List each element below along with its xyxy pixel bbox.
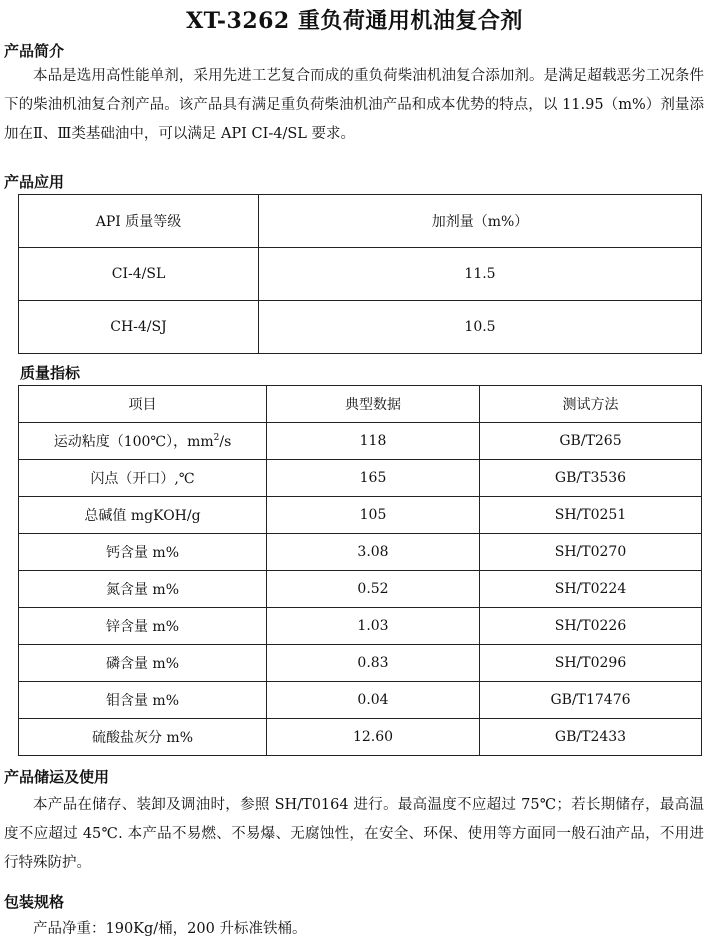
typical-value-cell: 118 [267, 423, 480, 460]
test-method-cell: SH/T0270 [480, 534, 702, 571]
header-dosage: 加剂量（m%） [259, 195, 702, 248]
table-header-row [19, 195, 702, 248]
dosage-cell: 11.5 [259, 248, 702, 301]
header-test-method: 测试方法 [480, 386, 702, 423]
intro-text: 本品是选用高性能单剂，采用先进工艺复合而成的重负荷柴油机油复合添加剂。是满足超载恶劣工况条件下的柴油机油复合剂产品。该产品具有满足重负荷柴油机油产品和成本优势的特点，以 11.95（m%）剂量添加在Ⅱ、Ⅲ类基础油中，可以满足 API CI-4/SL 要求。 [4, 68, 704, 142]
test-method-cell: GB/T265 [480, 423, 702, 460]
application-table [18, 194, 702, 354]
typical-value-cell: 0.83 [267, 645, 480, 682]
item-cell [19, 423, 267, 460]
api-grade-cell: CI-4/SL [19, 248, 259, 301]
packaging-heading: 包装规格 [4, 893, 65, 911]
storage-heading: 产品储运及使用 [4, 768, 110, 786]
table-row [19, 497, 702, 534]
document-title: XT-3262 重负荷通用机油复合剂 [186, 8, 523, 34]
item-label: 运动粘度（100℃），mm [53, 434, 214, 450]
item-cell [19, 460, 267, 497]
typical-value-cell: 165 [267, 460, 480, 497]
typical-value-cell: 0.04 [267, 682, 480, 719]
table-row [19, 301, 702, 354]
table-row [19, 248, 702, 301]
table-row [19, 645, 702, 682]
test-method-cell: SH/T0296 [480, 645, 702, 682]
application-heading: 产品应用 [4, 173, 65, 191]
item-label: 钙含量 m% [105, 545, 180, 561]
table-row [19, 571, 702, 608]
unit-suffix: /s [219, 434, 232, 450]
header-item: 项目 [19, 386, 267, 423]
table-header-row [19, 386, 702, 423]
quality-table [18, 385, 702, 756]
header-typical-value: 典型数据 [267, 386, 480, 423]
dosage-cell: 10.5 [259, 301, 702, 354]
typical-value-cell: 105 [267, 497, 480, 534]
test-method-cell: SH/T0224 [480, 571, 702, 608]
item-label: 总碱值 mgKOH/g [84, 508, 201, 524]
typical-value-cell: 3.08 [267, 534, 480, 571]
item-label: 磷含量 m% [105, 656, 180, 672]
api-grade-cell: CH-4/SJ [19, 301, 259, 354]
item-label: 闪点（开口）,℃ [90, 471, 195, 487]
quality-heading: 质量指标 [20, 364, 81, 382]
table-row [19, 719, 702, 756]
test-method-cell: SH/T0251 [480, 497, 702, 534]
table-row [19, 534, 702, 571]
table-row [19, 682, 702, 719]
intro-heading: 产品简介 [4, 42, 65, 60]
packaging-text: 产品净重：190Kg/桶，200 升标准铁桶。 [33, 921, 307, 937]
item-cell [19, 682, 267, 719]
test-method-cell: SH/T0226 [480, 608, 702, 645]
storage-paragraph [4, 791, 704, 878]
item-label: 锌含量 m% [105, 619, 180, 635]
item-cell [19, 719, 267, 756]
storage-text: 本产品在储存、装卸及调油时，参照 SH/T0164 进行。最高温度不应超过 75℃；若长期储存，最高温度不应超过 45℃. 本产品不易燃、不易爆、无腐蚀性，在安全、环保、使用等方面同一般石油产品，不用进行特殊防护。 [4, 797, 704, 871]
typical-value-cell: 1.03 [267, 608, 480, 645]
test-method-cell: GB/T3536 [480, 460, 702, 497]
item-cell [19, 571, 267, 608]
header-api-grade: API 质量等级 [19, 195, 259, 248]
item-cell [19, 645, 267, 682]
item-cell [19, 534, 267, 571]
item-label: 钼含量 m% [105, 693, 180, 709]
typical-value-cell: 0.52 [267, 571, 480, 608]
test-method-cell: GB/T2433 [480, 719, 702, 756]
item-label: 氮含量 m% [105, 582, 180, 598]
intro-paragraph [4, 62, 704, 149]
item-cell [19, 497, 267, 534]
unit-superscript: 2 [213, 433, 220, 443]
table-row [19, 423, 702, 460]
table-row [19, 608, 702, 645]
table-row [19, 460, 702, 497]
item-cell [19, 608, 267, 645]
packaging-paragraph [4, 915, 704, 944]
typical-value-cell: 12.60 [267, 719, 480, 756]
test-method-cell: GB/T17476 [480, 682, 702, 719]
item-label: 硫酸盐灰分 m% [91, 730, 194, 746]
